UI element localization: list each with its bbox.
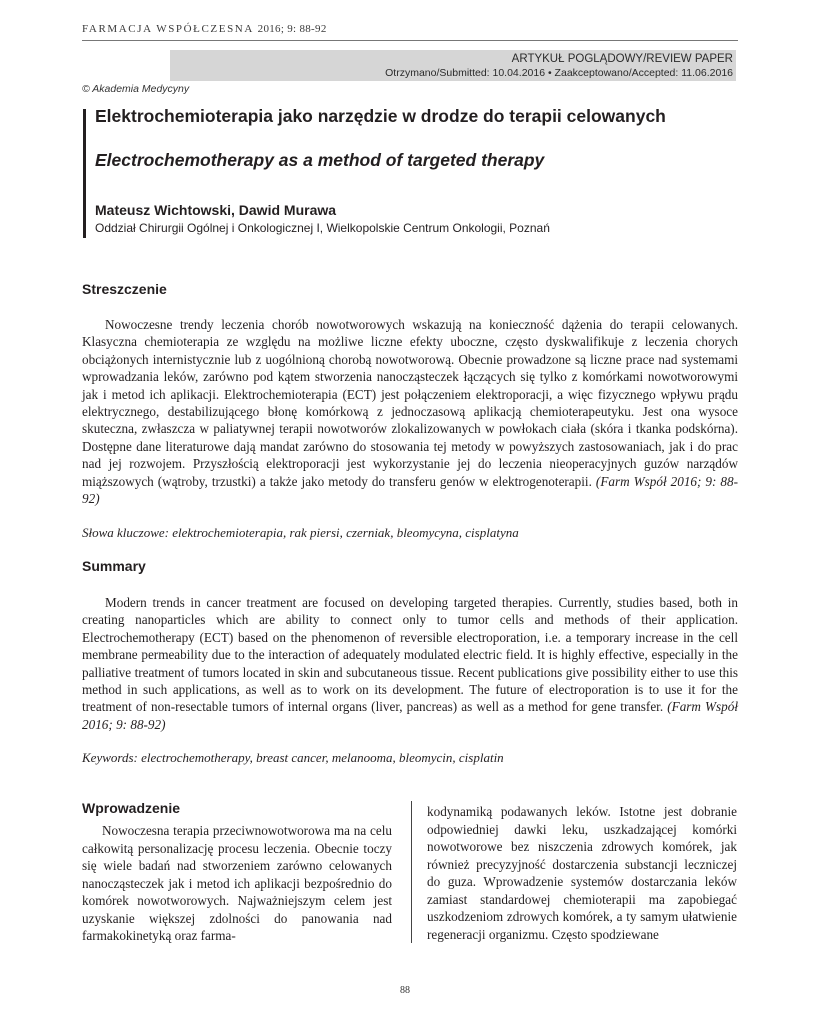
- abstract-en-text: Modern trends in cancer treatment are focused on developing targeted therapies. Currently, studies based, both in creating nanoparticles which are ability to connect only to tumor cells and methods of their application. Electrochemotherapy (ECT) based on the phenomenon of reversible electroporation, i.e. a temporary increase in the cell membrane permeability due to the interaction of adequately modulated electric field. It is highly effective, especially in the palliative treatment of tumors located in skin and subcutaneous tissue. Recent publications give possibility either to use this method in such applications, as well as to work on its development. The future of electroporation is to use it for the treatment of non-resectable tumors of internal organs (liver, pancreas) as well as a method for gene transfer.: [82, 595, 738, 715]
- journal-header: [82, 23, 327, 35]
- introduction-column-right: kodynamiką podawanych leków. Istotne jest dobranie odpowiedniej dawki leku, uszkadzającej komórki nowotworowe bez niszczenia zdrowych komórek, jak również precyzyjność dostarczenia substancji leczniczej do guza. Wprowadzenie systemów dostarczania leków zamiast standardowej chemioterapii ma zapobiegać uszkodzeniom zdrowych komórek, a ty samym ułatwienie regeneracji organizmu. Często spodziewane: [427, 804, 737, 942]
- abstract-en-paragraph: [82, 594, 738, 733]
- introduction-heading: Wprowadzenie: [82, 800, 181, 816]
- publisher-copyright: © Akademia Medycyny: [82, 83, 190, 95]
- keywords-en: Keywords: electrochemotherapy, breast cancer, melanooma, bleomycin, cisplatin: [82, 750, 504, 765]
- journal-name: FARMACJA WSPÓŁCZESNA: [82, 23, 254, 35]
- abstract-en-heading: Summary: [82, 558, 146, 574]
- title-accent-bar: [83, 109, 86, 238]
- article-type: ARTYKUŁ POGLĄDOWY/REVIEW PAPER: [511, 53, 733, 65]
- abstract-pl-text: Nowoczesne trendy leczenia chorób nowotworowych wskazują na konieczność dążenia do terapii celowanych. Klasyczna chemioterapia ze względu na możliwe liczne efekty uboczne, często dyskwalifikuje z leczenia chorych obciążonych internistycznie lub z uogólnioną chorobą nowotworową. Obecnie prowadzone są liczne prace nad systemami wprowadzania leków, zarówno pod kątem stworzenia nanocząsteczek łączących się tylko z komórkami nowotworowymi jak i metod ich aplikacji. Elektrochemioterapia (ECT) jest połączeniem elektroporacji, a więc fizycznego wpływu prądu elektrycznego, destabilizującego błonę komórkową z jednoczasową aplikacją chemioterapeutyku. Jest ona wysoce skuteczna, zwłaszcza w paliatywnej terapii nowotworów zlokalizowanych w powłokach ciała (skóra i tkanka podskórna). Dostępne dane literaturowe dają mandat zarówno do stosowania tej metody w powyższych zastosowaniach, jak i do prac nad jej rozwojem. Przyszłością elektroporacji jest wykorzystanie jej do leczenia nieoperacyjnych guzów narządów miąższowych (wątroby, trzustki) a także jako metody do transferu genów w elektrogenoterapii.: [82, 317, 738, 489]
- abstract-pl-paragraph: [82, 316, 738, 507]
- authors: Mateusz Wichtowski, Dawid Murawa: [95, 202, 337, 218]
- article-type-box: [170, 50, 736, 81]
- header-rule: [82, 40, 738, 41]
- column-divider: [411, 801, 412, 943]
- keywords-pl: Słowa kluczowe: elektrochemioterapia, rak piersi, czerniak, bleomycyna, cisplatyna: [82, 525, 519, 540]
- affiliation: Oddział Chirurgii Ogólnej i Onkologicznej I, Wielkopolskie Centrum Onkologii, Poznań: [95, 221, 550, 235]
- abstract-pl-citation: (Farm Współ 2016; 9: 88-92): [82, 473, 738, 507]
- abstract-en-citation: (Farm Współ 2016; 9: 88-92): [82, 699, 739, 732]
- abstract-pl-heading: Streszczenie: [82, 281, 167, 297]
- journal-volume: 2016; 9: 88-92: [257, 23, 327, 35]
- page-number: 88: [400, 985, 410, 996]
- title-english: Electrochemotherapy as a method of targeted therapy: [95, 150, 545, 170]
- title-polish: Elektrochemioterapia jako narzędzie w drodze do terapii celowanych: [95, 106, 666, 126]
- introduction-column-left: Nowoczesna terapia przeciwnowotworowa ma na celu całkowitą personalizację procesu leczenia. Obecnie toczy się wiele badań nad stworzeniem zarówno celowanych nanocząsteczek jak i metod ich aplikacji bezpośrednio do komórek nowotworowych. Najważniejszym celem jest uzyskanie większej zdolności do panowania nad farmakokinetyką oraz farma-: [82, 823, 392, 943]
- submission-dates: Otrzymano/Submitted: 10.04.2016 • Zaakceptowano/Accepted: 11.06.2016: [385, 67, 733, 79]
